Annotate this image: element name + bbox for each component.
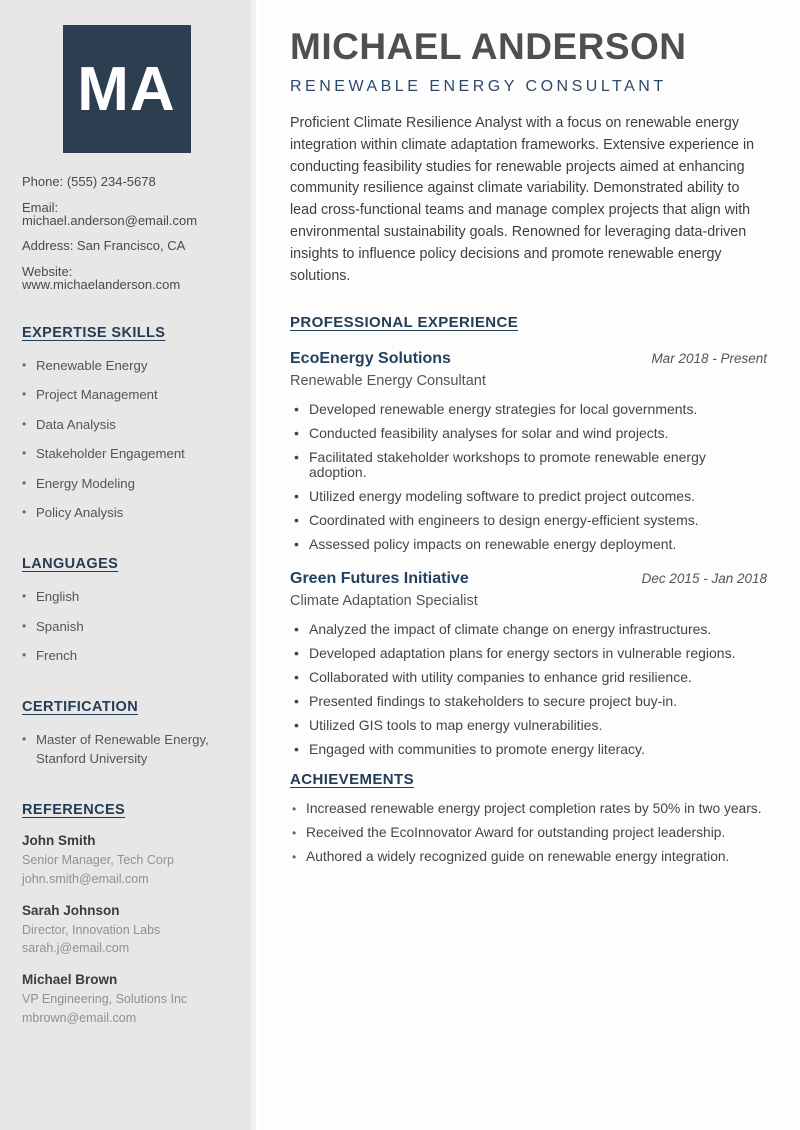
- skill-item: • Renewable Energy: [22, 356, 231, 375]
- certification-section: [22, 699, 231, 768]
- language-item: • Spanish: [22, 617, 231, 636]
- achievement-item: • Increased renewable energy project completion rates by 50% in two years.: [290, 802, 767, 817]
- achievement-item: • Received the EcoInnovator Award for outstanding project leadership.: [290, 826, 767, 841]
- experience-bullet: • Developed renewable energy strategies for local governments.: [290, 402, 767, 417]
- languages-heading: LANGUAGES: [22, 556, 119, 572]
- languages-section: [22, 556, 231, 665]
- references-section: [22, 802, 231, 1026]
- achievements-heading: ACHIEVEMENTS: [290, 770, 414, 788]
- reference-name: Sarah Johnson: [22, 902, 120, 918]
- reference-role: Senior Manager, Tech Corp: [22, 853, 174, 867]
- experience-bullet: • Engaged with communities to promote energy literacy.: [290, 742, 767, 757]
- reference-email: sarah.j@email.com: [22, 941, 130, 955]
- experience-bullet: • Developed adaptation plans for energy sectors in vulnerable regions.: [290, 646, 767, 661]
- skill-item: • Project Management: [22, 385, 231, 404]
- experience-bullet: • Utilized GIS tools to map energy vulnerabilities.: [290, 718, 767, 733]
- contact-email: Email: michael.anderson@email.com: [22, 199, 198, 228]
- experience-bullet: • Collaborated with utility companies to enhance grid resilience.: [290, 670, 767, 685]
- reference-name: Michael Brown: [22, 972, 118, 987]
- employment-dates: Mar 2018 - Present: [651, 351, 767, 367]
- languages-list: [22, 587, 231, 665]
- references-heading: REFERENCES: [22, 802, 126, 818]
- experience-entry-header: [290, 570, 767, 588]
- experience-bullet: • Analyzed the impact of climate change on energy infrastructures.: [290, 622, 767, 637]
- skill-item: • Stakeholder Engagement: [22, 444, 231, 463]
- role-title: Renewable Energy Consultant: [290, 373, 486, 390]
- monogram-initials: MA: [77, 54, 176, 124]
- experience-bullet: • Coordinated with engineers to design energy-efficient systems.: [290, 513, 767, 528]
- reference-email: mbrown@email.com: [22, 1010, 137, 1025]
- contact-phone: Phone: (555) 234-5678: [22, 174, 156, 189]
- achievements-list: [290, 802, 767, 865]
- reference-role: Director, Innovation Labs: [22, 922, 161, 937]
- company-name: Green Futures Initiative: [290, 570, 469, 588]
- skills-list: [22, 356, 231, 523]
- reference-card: [22, 972, 231, 1026]
- skill-item: • Energy Modeling: [22, 474, 231, 493]
- experience-entry: [290, 570, 767, 757]
- resume-main: [261, 0, 800, 1130]
- certification-list: [22, 730, 231, 768]
- reference-email: john.smith@email.com: [22, 871, 149, 886]
- certification-heading: CERTIFICATION: [22, 699, 139, 715]
- certification-item: • Master of Renewable Energy, Stanford University: [22, 730, 231, 768]
- skill-item: • Policy Analysis: [22, 503, 231, 522]
- person-name: MICHAEL ANDERSON: [290, 26, 687, 67]
- language-item: • English: [22, 587, 231, 606]
- achievement-item: • Authored a widely recognized guide on renewable energy integration.: [290, 850, 767, 865]
- reference-name: John Smith: [22, 833, 96, 848]
- reference-card: [22, 833, 231, 887]
- experience-bullet: • Assessed policy impacts on renewable energy deployment.: [290, 537, 767, 552]
- contact-info: [22, 175, 231, 291]
- contact-address: Address: San Francisco, CA: [22, 238, 186, 253]
- role-title: Climate Adaptation Specialist: [290, 593, 478, 610]
- experience-bullet: • Conducted feasibility analyses for solar and wind projects.: [290, 426, 767, 441]
- reference-card: [22, 903, 231, 957]
- employment-dates: Dec 2015 - Jan 2018: [641, 571, 767, 587]
- experience-bullet-list: [290, 622, 767, 757]
- achievements-section: [290, 771, 767, 865]
- experience-bullet: • Presented findings to stakeholders to secure project buy-in.: [290, 694, 767, 709]
- sidebar: [0, 0, 256, 1130]
- skills-section: [22, 325, 231, 523]
- experience-entry-header: [290, 350, 767, 368]
- company-name: EcoEnergy Solutions: [290, 350, 451, 368]
- skills-heading: EXPERTISE SKILLS: [22, 324, 166, 341]
- experience-entry: [290, 350, 767, 551]
- experience-heading: PROFESSIONAL EXPERIENCE: [290, 314, 519, 332]
- reference-role: VP Engineering, Solutions Inc: [22, 992, 188, 1006]
- contact-website: Website: www.michaelanderson.com: [22, 263, 181, 292]
- person-job-title: RENEWABLE ENERGY CONSULTANT: [290, 78, 667, 95]
- summary-paragraph: Proficient Climate Resilience Analyst with a focus on renewable energy integration within climate adaptation frameworks. Extensive experience in conducting feasibility studies for renewable projects aimed at enhancing community resilience against climate variability. Demonstrated ability to lead cross-functional teams and manage complex projects that align with environmental sustainability goals. Renowned for leveraging data-driven insights to influence policy decisions and promote renewable energy solutions.: [290, 115, 755, 284]
- experience-bullet-list: [290, 402, 767, 551]
- experience-bullet: • Utilized energy modeling software to predict project outcomes.: [290, 489, 767, 504]
- monogram-avatar: [63, 25, 191, 153]
- experience-bullet: • Facilitated stakeholder workshops to promote renewable energy adoption.: [290, 450, 767, 479]
- language-item: • French: [22, 646, 231, 665]
- skill-item: • Data Analysis: [22, 415, 231, 434]
